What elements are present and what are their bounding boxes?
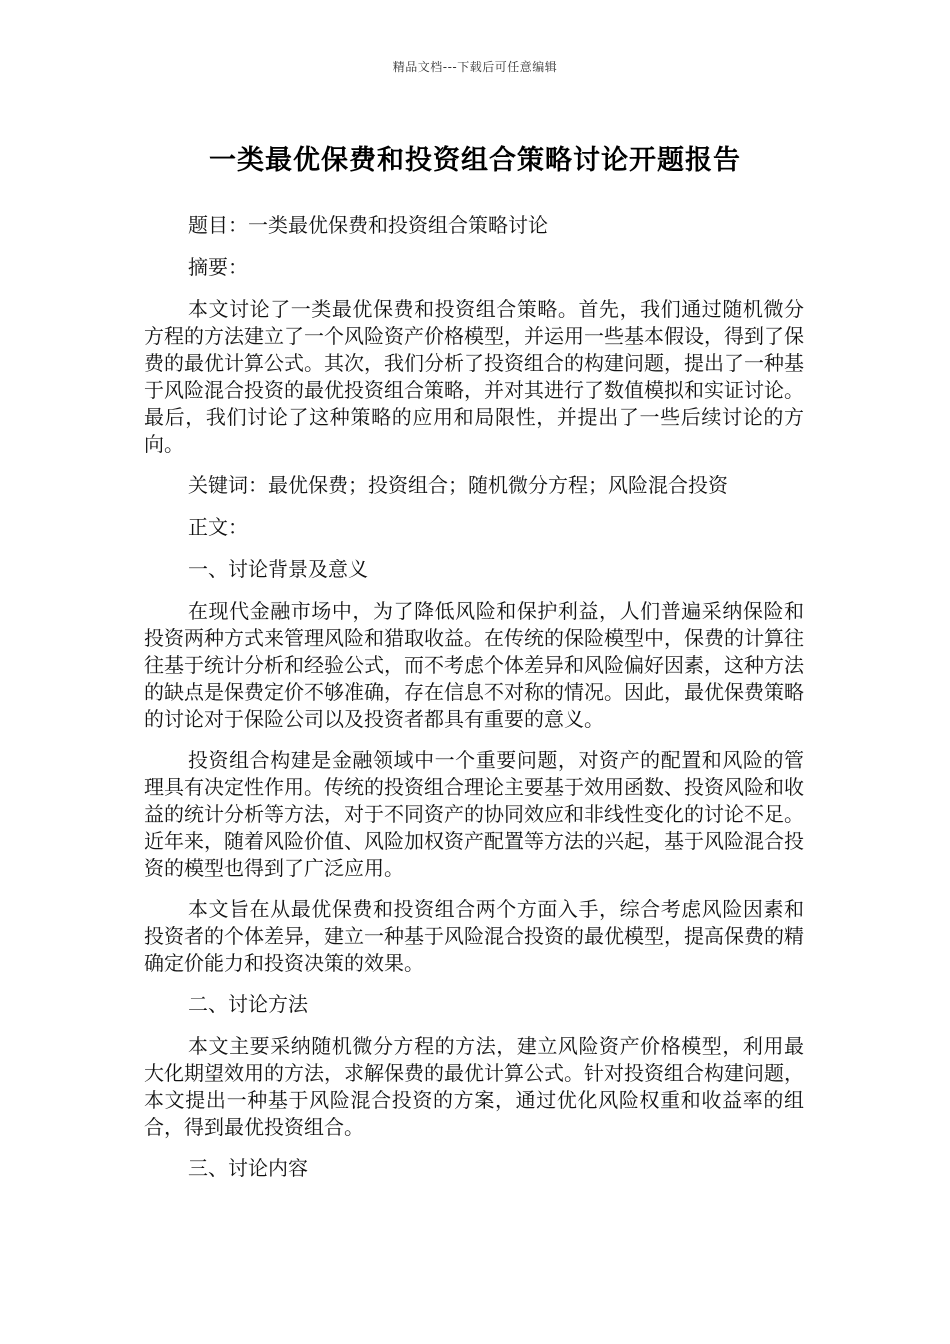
topic-line: 题目：一类最优保费和投资组合策略讨论: [188, 213, 548, 237]
section-heading-method: 二、讨论方法: [188, 992, 308, 1016]
keywords-line: 关键词：最优保费；投资组合；随机微分方程；风险混合投资: [188, 473, 728, 497]
abstract-label: 摘要：: [188, 255, 248, 279]
header-note: 精品文档---下载后可任意编辑: [392, 60, 558, 74]
document-body: [144, 212, 804, 1197]
section-heading-background: 一、讨论背景及意义: [188, 557, 368, 581]
method-paragraph: 本文主要采纳随机微分方程的方法，建立风险资产价格模型，利用最大化期望效用的方法，求解保费的最优计算公式。针对投资组合构建问题，本文提出一种基于风险混合投资的方案，通过优化风险权重和收益率的组合，得到最优投资组合。: [144, 1034, 804, 1139]
background-paragraph-2: 投资组合构建是金融领域中一个重要问题，对资产的配置和风险的管理具有决定性作用。传统的投资组合理论主要基于效用函数、投资风险和收益的统计分析等方法，对于不同资产的协同效应和非线性变化的讨论不足。近年来，随着风险价值、风险加权资产配置等方法的兴起，基于风险混合投资的模型也得到了广泛应用。: [144, 748, 804, 880]
background-paragraph-1: 在现代金融市场中，为了降低风险和保护利益，人们普遍采纳保险和投资两种方式来管理风险和猎取收益。在传统的保险模型中，保费的计算往往基于统计分析和经验公式，而不考虑个体差异和风险偏好因素，这种方法的缺点是保费定价不够准确，存在信息不对称的情况。因此，最优保费策略的讨论对于保险公司以及投资者都具有重要的意义。: [144, 599, 804, 731]
section-heading-content: 三、讨论内容: [188, 1156, 308, 1180]
background-paragraph-3: 本文旨在从最优保费和投资组合两个方面入手，综合考虑风险因素和投资者的个体差异，建立一种基于风险混合投资的最优模型，提高保费的精确定价能力和投资决策的效果。: [144, 897, 804, 975]
abstract-paragraph: 本文讨论了一类最优保费和投资组合策略。首先，我们通过随机微分方程的方法建立了一个风险资产价格模型，并运用一些基本假设，得到了保费的最优计算公式。其次，我们分析了投资组合的构建问题，提出了一种基于风险混合投资的最优投资组合策略，并对其进行了数值模拟和实证讨论。最后，我们讨论了这种策略的应用和局限性，并提出了一些后续讨论的方向。: [144, 297, 804, 456]
body-label: 正文：: [188, 515, 248, 539]
document-title: 一类最优保费和投资组合策略讨论开题报告: [209, 145, 741, 176]
